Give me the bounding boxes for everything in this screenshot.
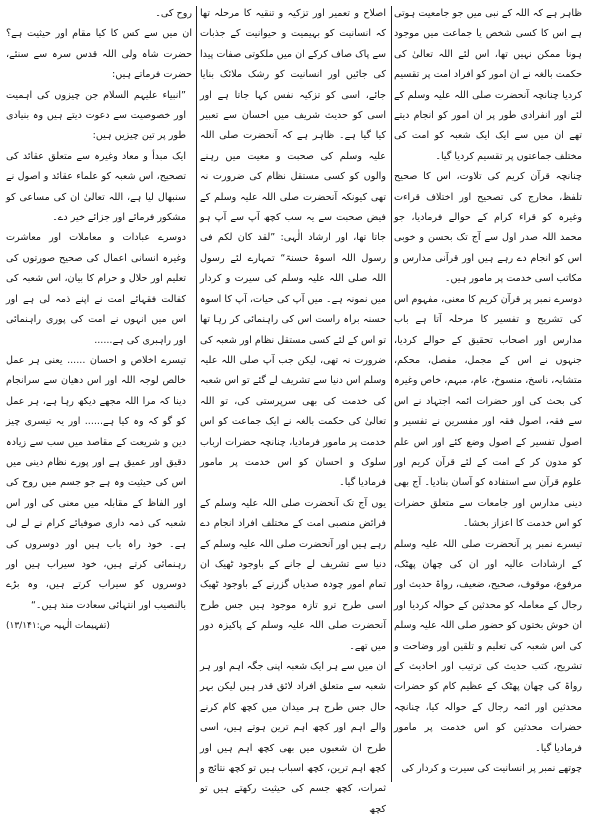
column-divider bbox=[391, 6, 392, 782]
paragraph: دوسرے نمبر پر قرآن کریم کا معنی، مفہوم اس کی تشریح و تفسیر کا مرحلہ آتا ہے باب مدارس اور اصحاب تحقیق کے حوالے کردیا، جنہوں نے اس کے مجمل، مفصل، محکم، متشابہ، ناسخ، منسوخ، عام، مبہم، خاص وغیرہ کی بحث کی اور حضرات ائمہ اجتہاد نے اس سے فقہ، اصول فقہ اور مفسرین نے تفسیر و اصول تفسیر کے اصول وضع کئے اور اس علم کو مدون کر کے امت کے لئے قرآن کریم اور علوم قرآن سے استفادہ کو آسان بنادیا۔ آج بھی دینی مدارس اور جامعات سے متعلق حضرات کو اس خدمت کا اعزاز بخشا۔ bbox=[394, 293, 582, 530]
paragraph: ظاہر ہے کہ اللہ کے نبی میں جو جامعیت ہوتی ہے اس کا کسی شخص یا جماعت میں موجود ہونا ممکن نہیں تھا، اس لئے اللہ تعالیٰ کی حکمت بالغہ نے ان امور کو افراد امت پر تقسیم کردیا چنانچہ آنحضرت صلی اللہ علیہ وسلم کے لئے اور انفرادی طور پر ان امور کو انجام دیتے تھے ان میں سے ایک ایک شعبہ کو امت کی مختلف جماعتوں پر تقسیم کردیا گیا۔ bbox=[394, 8, 582, 162]
column-divider bbox=[196, 6, 197, 782]
text-column-left bbox=[6, 4, 192, 784]
paragraph: تیسرے نمبر پر آنحضرت صلی اللہ علیہ وسلم کے ارشادات عالیہ اور ان کی چھان پھٹک، مرفوع، موقوف، صحیح، ضعیف، رواۃ حدیث اور رجال کے معاملہ کو محدثین کے حوالہ کردیا اور ان خوش بختوں کو حضور صلی اللہ علیہ وسلم کی اس شعبہ کی تعلیم و تلقین اور وضاحت و تشریح، کتب حدیث کی ترتیب اور احادیث کے رواۃ کی چھان پھٹک کے عظیم کام کو حضرات محدثین اور ائمہ رجال کے حوالہ کیا، چنانچہ حضرات محدثین کو اس خدمت پر مامور فرمادیا گیا۔ bbox=[394, 538, 582, 754]
paragraph: چنانچہ قرآن کریم کی تلاوت، اس کا صحیح تلفظ، مخارج کی تصحیح اور اختلاف قراءت وغیرہ کو قراء کرام کے حوالے فرمادیا، جو محمد اللہ صدر اول سے آج تک بحسن و خوبی اس کو انجام دے رہے ہیں اور قرآنی مدارس و مکاتب اسی خدمت پر مامور ہیں۔ bbox=[394, 171, 582, 285]
paragraph: ان میں سے کس کا کیا مقام اور حیثیت ہے؟ حضرت شاہ ولی اللہ قدس سرہ سے سنئے، حضرت فرماتے ہیں: bbox=[6, 28, 192, 81]
citation: (تفہیمات الٰہیہ ص:۱۳/۱۴۱) bbox=[6, 621, 110, 632]
paragraph: یوں آج تک آنحضرت صلی اللہ علیہ وسلم کے فرائض منصبی امت کے مختلف افراد انجام دے رہے ہیں اور آنحضرت صلی اللہ علیہ وسلم کے دنیا سے تشریف لے جانے کے باوجود ٹھیک ان تمام امور چودہ صدیاں گزرنے کے باوجود ٹھیک اسی طرح ترو تازہ موجود ہیں جس طرح آنحضرت صلی اللہ علیہ وسلم کے پاکیزہ دور میں تھے۔ bbox=[200, 497, 386, 652]
quote-paragraph: ایک مبدأ و معاد وغیرہ سے متعلق عقائد کی تصحیح، اس شعبہ کو علماء عقائد و اصول نے سنبھال لیا ہے، اللہ تعالیٰ ان کی مساعی کو مشکور فرمائے اور جزائے خیر دے۔ bbox=[6, 150, 186, 224]
quote-paragraph: تیسرے اخلاص و احسان ...... یعنی ہر عمل خالص لوجہ اللہ اور اس دھیان سے سرانجام دینا کہ مرا اللہ مجھے دیکھ رہا ہے، ہر عمل کو گو کہ وہ کیا ہے...... اور یہ تیسری چیز دین و شریعت کے مقاصد میں سب سے زیادہ دقیق اور عمیق ہے اور پورے نظام دینی میں اس کی حیثیت وہ ہے جو جسم میں روح کی اور الفاظ کے مقابلہ میں معنی کی اور اس شعبہ کی ذمہ داری صوفیائے کرام نے لے لی ہے۔ خود راہ یاب ہیں اور دوسروں کی رہنمائی کرتے ہیں، خود سیراب ہیں اور دوسروں کو سیراب کرتے ہیں، وہ بڑے بالنصیب اور انتہائی سعادت مند ہیں۔“ bbox=[6, 354, 186, 611]
paragraph: اصلاح و تعمیر اور تزکیہ و تنقیہ کا مرحلہ تھا کہ انسانیت کو بہیمیت و حیوانیت کے جذبات سے پاک صاف کرکے ان میں ملکوتی صفات پیدا کی جائیں اور انسانیت کو رشک ملائک بنایا جائے، اسی کو تزکیہ نفس کہا جاتا ہے اور اسی کو حدیث شریف میں احسان سے تعبیر کیا گیا ہے۔ ظاہر ہے کہ آنحضرت صلی اللہ علیہ وسلم کی صحبت و معیت میں رہنے والوں کو کسی مستقل نظام کی ضرورت نہ تھی کیونکہ آنحضرت صلی اللہ علیہ وسلم کے فیض صحبت سے یہ سب کچھ آپ سے آپ ہو جاتا تھا، اور ارشاد الٰہی: ”لقد کان لکم فی رسول اللہ اسوۃ حسنۃ“ تمہارے لئے رسول اللہ صلی اللہ علیہ وسلم کی سیرت و کردار میں نمونہ ہے۔ میں آپ کی حیات، آپ کا اسوہ حسنہ براہ راست اس کی راہنمائی کر رہا تھا تو اس کے لئے کسی مستقل نظام اور شعبہ کی ضرورت نہ تھی، لیکن جب آپ صلی اللہ علیہ وسلم اس دنیا سے تشریف لے گئے تو اس شعبہ کی خدمت کی بھی سرپرستی کی، تو اللہ تعالیٰ کی حکمت بالغہ نے ایک جماعت کو اس خدمت پر مامور فرمادیا، چنانچہ حضرات ارباب سلوک و احسان کو اس خدمت پر مامور فرمادیا گیا۔ bbox=[200, 8, 386, 489]
paragraph: ان میں سے ہر ایک شعبہ اپنی جگہ اہم اور ہر شعبہ سے متعلق افراد لائق قدر ہیں لیکن بہر حال جس طرح ہر میدان میں کچھ کام کرنے والے اہم اور کچھ اہم ترین ہوتے ہیں، اسی طرح ان شعبوں میں بھی کچھ اہم ہیں اور کچھ اہم ترین، کچھ اسباب ہیں تو کچھ نتائج و ثمرات، کچھ جسم کی حیثیت رکھتے ہیں تو کچھ bbox=[200, 661, 386, 815]
quote-paragraph: ”انبیاء علیہم السلام جن چیزوں کی اہمیت اور خصوصیت سے دعوت دیتے ہیں وہ بنیادی طور پر تین چیزیں ہیں: bbox=[6, 89, 186, 142]
text-column-right bbox=[394, 4, 582, 784]
paragraph: چوتھے نمبر پر انسانیت کی سیرت و کردار کی bbox=[401, 763, 582, 775]
quote-paragraph: دوسرے عبادات و معاملات اور معاشرت وغیرہ انسانی اعمال کی صحیح صورتوں کی تعلیم اور حلال و حرام کا بیان، اس شعبہ کی کفالت فقہائے امت نے اپنے ذمہ لی ہے اور اس میں انہوں نے امت کی پوری راہنمائی اور راہبری کی ہے...... bbox=[6, 232, 186, 346]
text-column-middle bbox=[200, 4, 386, 815]
paragraph: روح کی۔ bbox=[155, 8, 192, 19]
